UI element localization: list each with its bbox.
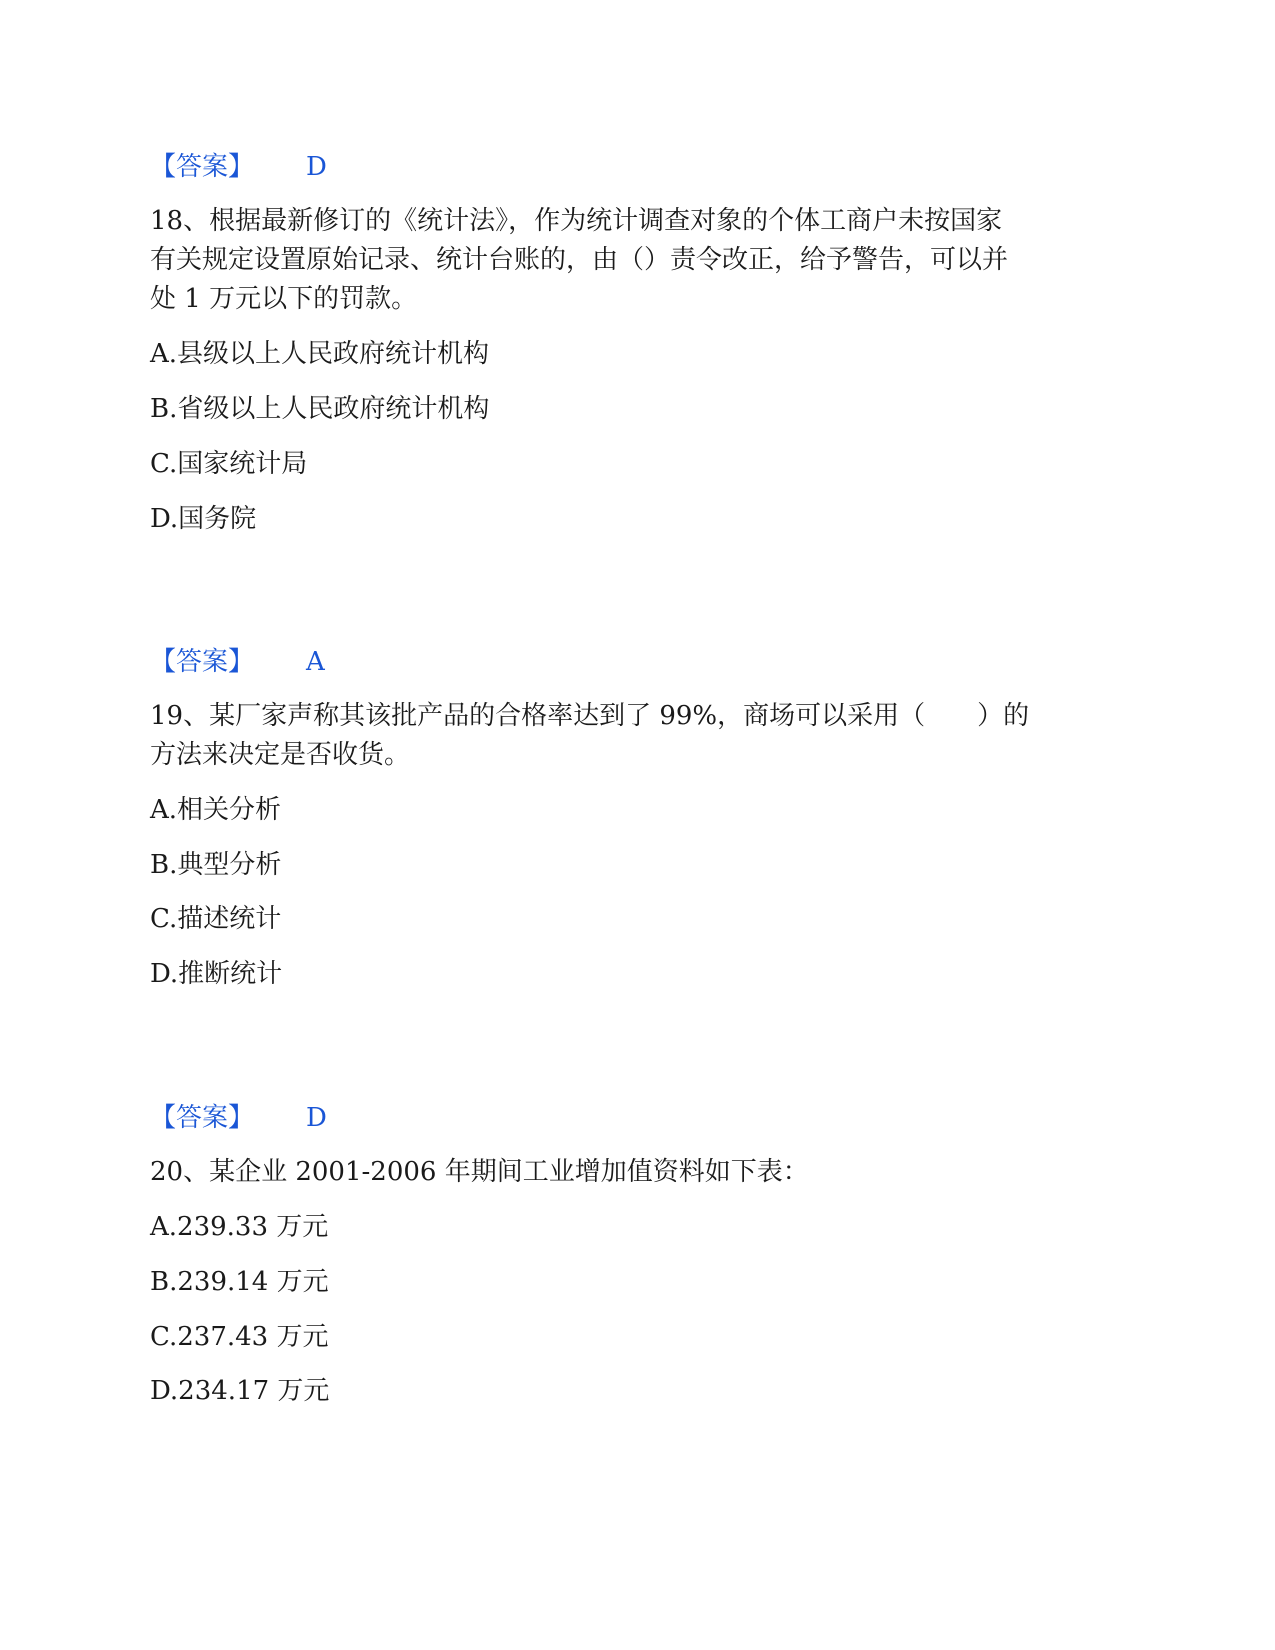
option-c: C.描述统计 [150, 904, 282, 934]
question-line: 处 1 万元以下的罚款。 [150, 284, 418, 314]
option-c: C.国家统计局 [150, 449, 308, 479]
answer-row [150, 645, 325, 679]
question-line: 有关规定设置原始记录、统计台账的，由（）责令改正，给予警告，可以并 [150, 245, 1009, 275]
answer-label: 【答案】 [150, 152, 255, 182]
option-a: A.239.33 万元 [150, 1212, 329, 1242]
answer-value: D [306, 1103, 327, 1133]
option-d: D.234.17 万元 [150, 1376, 330, 1406]
option-a: A.相关分析 [150, 795, 282, 825]
option-b: B.典型分析 [150, 850, 282, 880]
option-b: B.省级以上人民政府统计机构 [150, 394, 490, 424]
question-line: 18、根据最新修订的《统计法》，作为统计调查对象的个体工商户未按国家 [150, 206, 1003, 236]
option-c: C.237.43 万元 [150, 1322, 329, 1352]
option-d: D.推断统计 [150, 959, 283, 989]
question-line: 方法来决定是否收货。 [150, 740, 411, 770]
answer-label: 【答案】 [150, 1103, 255, 1133]
option-b: B.239.14 万元 [150, 1267, 329, 1297]
question-line: 19、某厂家声称其该批产品的合格率达到了 99%，商场可以采用（ ）的 [150, 701, 1030, 731]
answer-value: D [306, 152, 327, 182]
answer-row [150, 1101, 327, 1135]
answer-value: A [306, 647, 325, 677]
question-line: 20、某企业 2001-2006 年期间工业增加值资料如下表： [150, 1157, 809, 1187]
option-d: D.国务院 [150, 504, 257, 534]
option-a: A.县级以上人民政府统计机构 [150, 339, 490, 369]
answer-row [150, 150, 327, 184]
answer-label: 【答案】 [150, 647, 255, 677]
